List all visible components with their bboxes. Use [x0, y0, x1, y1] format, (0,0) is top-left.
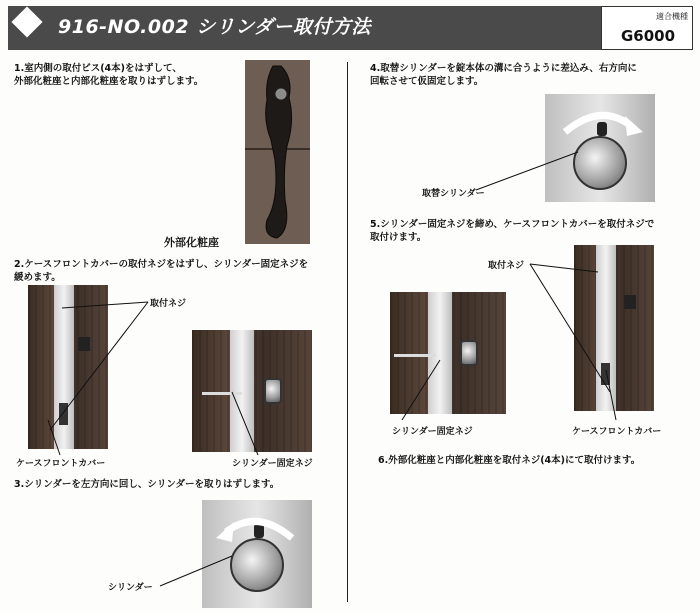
- exterior-escutcheon-label: 外部化粧座: [164, 236, 219, 249]
- replacement-cylinder-label: 取替シリンダー: [422, 189, 485, 199]
- case-front-cover-label-5: ケースフロントカバー: [572, 427, 662, 437]
- page-title: 916-NO.002 シリンダー取付方法: [58, 16, 371, 38]
- step-2-text: 2.ケースフロントカバーの取付ネジをはずし、シリンダー固定ネジを 緩めます。: [14, 259, 309, 283]
- step-3-text: 3.シリンダーを左方向に回し、シリンダーを取りはずします。: [14, 479, 280, 490]
- model-value: G6000: [620, 27, 676, 45]
- model-label: 適合機種: [656, 12, 688, 21]
- cylinder-fixing-screw-label-5: シリンダー固定ネジ: [392, 427, 473, 437]
- step-6-text: 6.外部化粧座と内部化粧座を取付ネジ(4本)にて取付けます。: [378, 455, 641, 466]
- mounting-screw-label-2: 取付ネジ: [150, 299, 187, 309]
- right-leader-lines: [348, 0, 700, 613]
- step-3-leader-line: [0, 0, 348, 613]
- step-5-text: 5.シリンダー固定ネジを締め、ケースフロントカバーを取付ネジで 取付けます。: [370, 219, 655, 243]
- step-4-text: 4.取替シリンダーを錠本体の溝に合うように差込み、右方向に 回転させて仮固定します。: [370, 63, 637, 87]
- case-front-cover-label-2: ケースフロントカバー: [16, 459, 106, 469]
- mounting-screw-label-5: 取付ネジ: [488, 261, 525, 271]
- cylinder-fixing-screw-label-2: シリンダー固定ネジ: [232, 459, 313, 469]
- cylinder-label-3: シリンダー: [108, 583, 153, 593]
- step-1-text: 1.室内側の取付ビス(4本)をはずして、 外部化粧座と内部化粧座を取りはずします。: [14, 63, 204, 87]
